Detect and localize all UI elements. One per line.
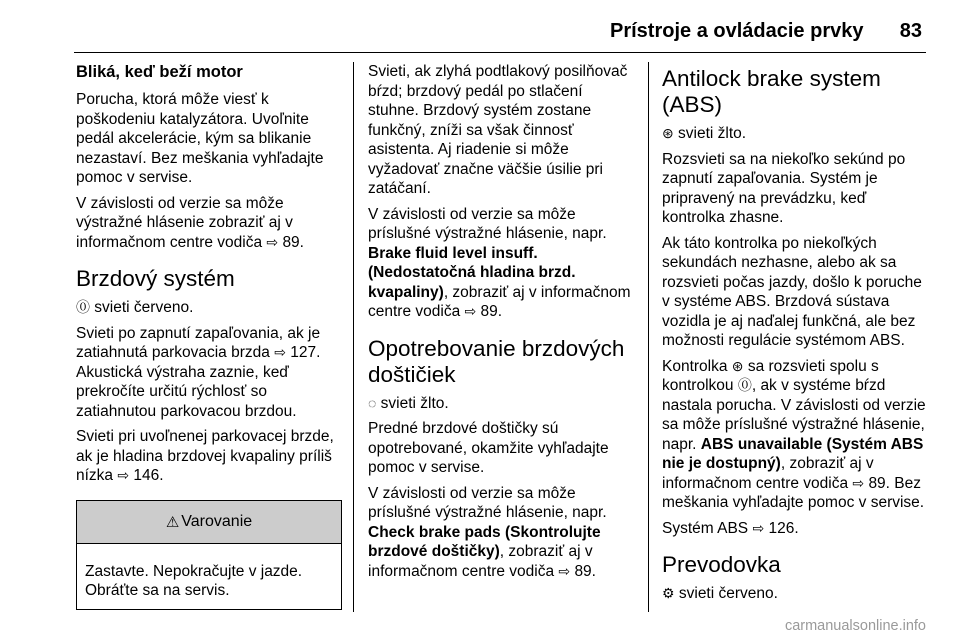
brake-pad-wear-icon: ◌ [368,394,377,411]
section-title-transmission: Prevodovka [662,552,781,577]
page-ref-icon: ⇨ [266,233,279,250]
heading-blink: Bliká, keď beží motor [76,63,243,81]
paragraph: ◌ svieti žlto. [368,394,449,412]
page-ref-icon: ⇨ [117,467,130,483]
page-ref-icon: ⇨ [752,519,765,536]
warning-box [76,500,342,610]
page-ref[interactable]: 89. [282,233,304,251]
section-title-brake-pads: Opotrebovanie brzdových doštičiek [368,335,625,387]
page-ref-icon: ⇨ [274,344,286,360]
page-ref[interactable]: 146. [133,467,164,484]
page-header-title: Prístroje a ovládacie prvky [610,20,864,42]
warning-box-header: ⚠ Varovanie [77,501,341,544]
header-rule [74,52,926,53]
column-2 [368,62,636,587]
abs-icon: ⊛ [662,125,674,141]
paragraph: ⚙ svieti červeno. [662,585,778,602]
warning-text: Zastavte. Nepokračujte v jazde. Obráťte sa na servis. [85,562,303,599]
abs-icon: ⊛ [731,357,744,374]
paragraph: V závislosti od verzie sa môže príslušné výstražné hlásenie, napr. Check brake pads (Skontrolujte brzdové doštičky), zobraziť aj v informačnom centre vodiča ⇨ 89. [368,484,607,580]
paragraph: Porucha, ktorá môže viesť k poškodeniu katalyzátora. Uvoľnite pedál akcelerácie, kým sa blikanie nezastaví. Bez meškania vyhľadajte pomoc v servise. [76,91,324,186]
brake-warning-icon: ⓪ [76,299,90,315]
page-ref[interactable]: 126. [768,519,799,537]
paragraph: Kontrolka ⊛ sa rozsvieti spolu s kontrolkou ⓪, ak v systéme bŕzd nastala porucha. V závislosti od verzie sa môže príslušné výstražné hlásenie, napr. ABS unavailable (Systém ABS nie je dostupný), zobraziť aj v informačnom centre vodiča ⇨ 89. Bez meškania vyhľadajte pomoc v servise. [662,357,926,511]
paragraph: V závislosti od verzie sa môže príslušné výstražné hlásenie, napr. Brake fluid level insuff. (Nedostatočná hladina brzd. kvapaliny), zobraziť aj v informačnom centre vodiča ⇨ 89. [368,205,631,320]
column-3 [662,62,928,610]
page-ref-icon: ⇨ [852,474,865,491]
warning-triangle-icon: ⚠ [165,513,180,531]
paragraph: Systém ABS ⇨ 126. [662,519,799,537]
paragraph: ⓪ svieti červeno. [76,299,194,316]
brake-warning-icon: ⓪ [737,377,752,393]
page-ref-icon: ⇨ [558,562,571,579]
column-divider-2 [648,62,649,612]
page-ref[interactable]: 127. [290,344,321,361]
section-title-abs: Antilock brake system (ABS) [662,66,881,117]
paragraph: Ak táto kontrolka po niekoľkých sekundách nezhasne, alebo ak sa rozsvieti počas jazdy, došlo k poruche v systéme ABS. Brzdová sústava vozidla je aj naďalej funkčná, ale bez možnosti regulácie systémom ABS. [662,234,922,349]
paragraph: Rozsvieti sa na niekoľko sekúnd po zapnutí zapaľovania. Systém je pripravený na prevádzku, keď kontrolka zhasne. [662,150,906,226]
paragraph: Predné brzdové doštičky sú opotrebované, okamžite vyhľadajte pomoc v servise. [368,420,609,476]
transmission-gear-icon: ⚙ [662,585,675,601]
column-divider-1 [353,62,354,612]
page-ref[interactable]: 89. [574,562,596,580]
page-ref-icon: ⇨ [464,303,477,319]
paragraph: Svieti po zapnutí zapaľovania, ak je zatiahnutá parkovacia brzda ⇨ 127. Akustická výstraha zaznie, keď prekročíte určitú rýchlosť so zatiahnutou parkovacou brzdou. [76,324,321,420]
page-ref[interactable]: 89. [480,303,503,320]
paragraph: Svieti, ak zlyhá podtlakový posilňovač bŕzd; brzdový pedál po stlačení stuhne. Brzdový systém zostane funkčný, zníži sa však činnosť asistenta. Aj riadenie si môže vyžadovať značne väčšie úsilie pri zatáčaní. [368,63,628,197]
page-number: 83 [899,20,922,42]
watermark: carmanualsonline.info [784,618,926,634]
page-ref[interactable]: 89. [868,474,890,492]
section-title-brake-system: Brzdový systém [76,266,235,291]
paragraph: V závislosti od verzie sa môže výstražné hlásenie zobraziť aj v informačnom centre vodiča ⇨ 89. [76,194,304,251]
column-1 [76,62,342,610]
paragraph: Svieti pri uvoľnenej parkovacej brzde, ak je hladina brzdovej kvapaliny príliš nízka ⇨ 146. [76,428,334,484]
paragraph: ⊛ svieti žlto. [662,125,747,142]
